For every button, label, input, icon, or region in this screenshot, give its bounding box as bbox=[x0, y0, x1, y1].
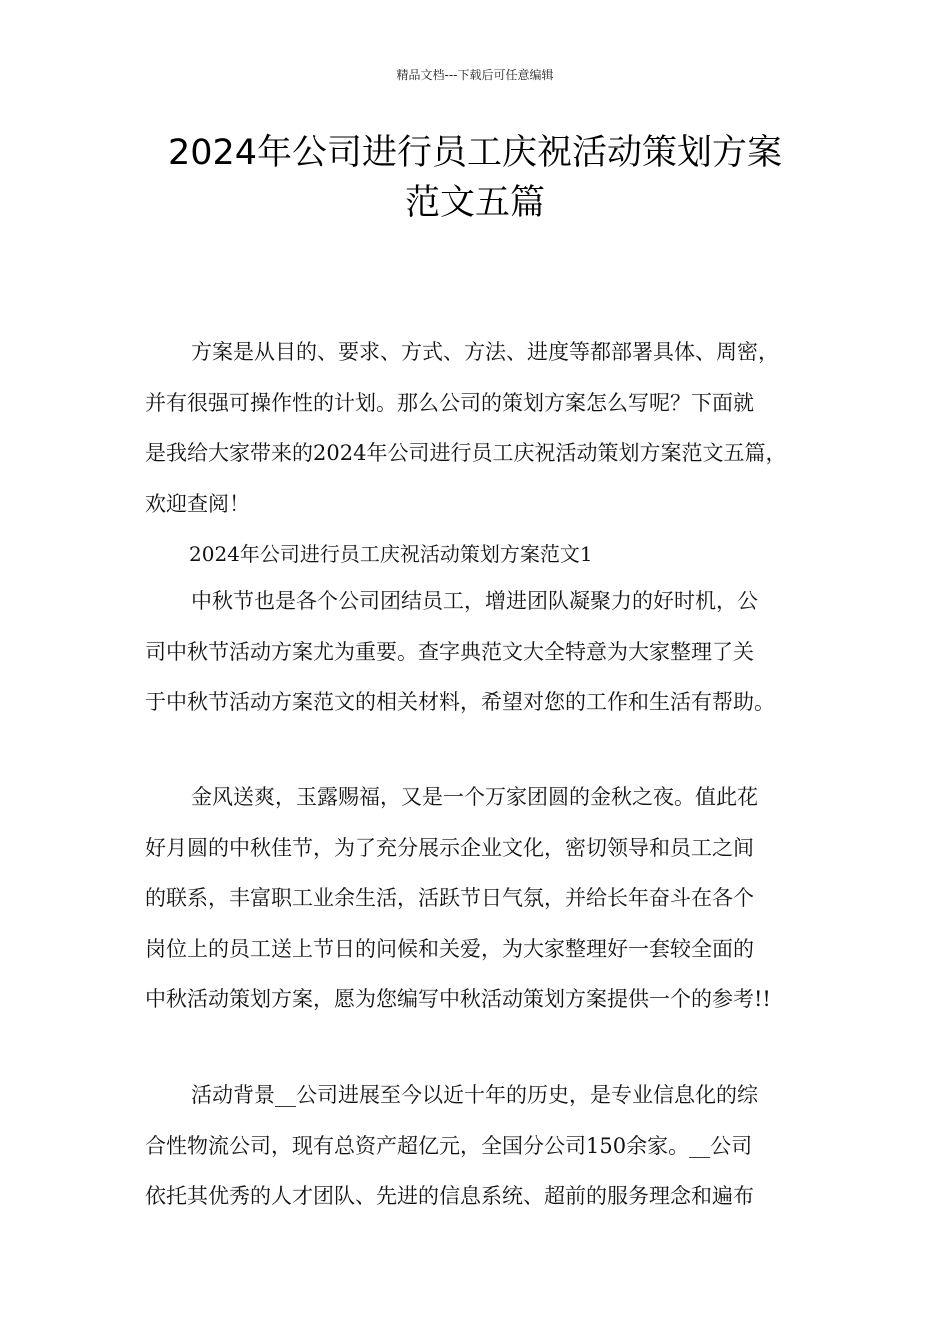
paragraph-line: 的联系，丰富职工业余生活，活跃节日气氛，并给长年奋斗在各个 bbox=[145, 886, 754, 910]
section-heading: 2024年公司进行员工庆祝活动策划方案范文1 bbox=[189, 542, 593, 566]
intro-line: 并有很强可操作性的计划。那么公司的策划方案怎么写呢？下面就 bbox=[145, 390, 754, 415]
intro-line: 是我给大家带来的2024年公司进行员工庆祝活动策划方案范文五篇， bbox=[145, 441, 787, 465]
paragraph-line: 司中秋节活动方案尤为重要。查字典范文大全特意为大家整理了关 bbox=[145, 639, 754, 664]
intro-line: 方案是从目的、要求、方式、方法、进度等都部署具体、周密， bbox=[191, 340, 779, 364]
paragraph-line: 中秋节也是各个公司团结员工，增进团队凝聚力的好时机，公 bbox=[191, 589, 758, 613]
paragraph-line: 岗位上的员工送上节日的问候和关爱，为大家整理好一套较全面的 bbox=[145, 936, 754, 961]
paragraph-line: 合性物流公司，现有总资产超亿元，全国分公司150余家。__公司 bbox=[145, 1133, 753, 1158]
paragraph-line: 金风送爽，玉露赐福，又是一个万家团圆的金秋之夜。值此花 bbox=[191, 785, 758, 809]
paragraph-line: 于中秋节活动方案范文的相关材料，希望对您的工作和生活有帮助。 bbox=[145, 690, 775, 714]
paragraph-1 bbox=[145, 576, 815, 728]
title-line-1: 2024年公司进行员工庆祝活动策划方案 bbox=[167, 133, 783, 173]
header-note: 精品文档---下载后可任意编辑 bbox=[396, 68, 554, 82]
paragraph-2 bbox=[145, 772, 815, 1025]
paragraph-line: 活动背景__公司进展至今以近十年的历史，是专业信息化的综 bbox=[191, 1083, 758, 1107]
intro-line: 欢迎查阅！ bbox=[145, 491, 250, 516]
paragraph-line: 依托其优秀的人才团队、先进的信息系统、超前的服务理念和遍布 bbox=[145, 1184, 754, 1208]
paragraph-3 bbox=[145, 1070, 815, 1222]
title-line-2: 范文五篇 bbox=[404, 183, 545, 223]
intro-paragraph bbox=[145, 327, 815, 529]
document-title bbox=[95, 128, 855, 228]
paragraph-line: 好月圆的中秋佳节，为了充分展示企业文化，密切领导和员工之间 bbox=[145, 835, 754, 860]
paragraph-line: 中秋活动策划方案，愿为您编写中秋活动策划方案提供一个的参考!! bbox=[145, 987, 771, 1011]
